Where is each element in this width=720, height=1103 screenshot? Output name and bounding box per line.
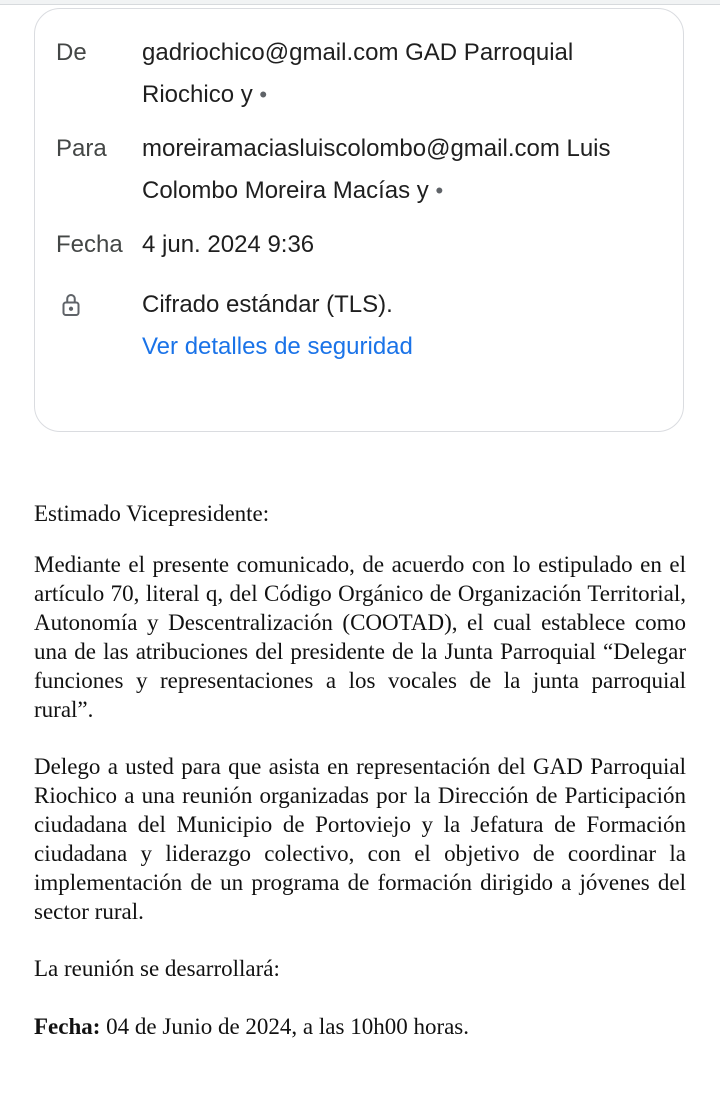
meeting-intro-line: La reunión se desarrollará: bbox=[34, 956, 280, 981]
encryption-status: Cifrado estándar (TLS). bbox=[142, 291, 393, 318]
security-details-link[interactable]: Ver detalles de seguridad bbox=[142, 333, 413, 360]
expander-dot-icon[interactable]: • bbox=[259, 82, 268, 107]
lock-icon bbox=[56, 307, 86, 324]
detail-row-from bbox=[56, 32, 661, 116]
body-paragraph-2: Delego a usted para que asista en representación del GAD Parroquial Riochico a una reunión organizadas por la Dirección de Participación ciudadana del Municipio de Portoviejo y la Jefatura de Formación ciudadana y liderazgo colectivo, con el objetivo de coordinar la implementación de un programa de formación dirigido a jóvenes del sector rural. bbox=[34, 754, 686, 924]
meeting-date-label: Fecha: bbox=[34, 1014, 101, 1039]
security-text-cell bbox=[142, 284, 661, 368]
date-label: Fecha bbox=[56, 231, 123, 258]
top-strip-divider bbox=[0, 0, 720, 5]
to-label: Para bbox=[56, 135, 107, 162]
from-label: De bbox=[56, 39, 87, 66]
detail-row-date bbox=[56, 224, 661, 266]
expander-dot-icon[interactable]: • bbox=[435, 178, 444, 203]
to-value-text: moreiramaciasluiscolombo@gmail.com Luis Colombo Moreira Macías y bbox=[142, 135, 611, 204]
date-value: 4 jun. 2024 9:36 bbox=[142, 231, 315, 258]
from-value-text: gadriochico@gmail.com GAD Parroquial Riochico y bbox=[142, 39, 574, 108]
email-body bbox=[34, 499, 686, 1041]
message-details-card bbox=[34, 8, 684, 432]
security-icon-cell bbox=[56, 284, 142, 325]
from-value[interactable] bbox=[142, 32, 661, 116]
to-value[interactable] bbox=[142, 128, 661, 212]
meeting-date-line bbox=[34, 1012, 686, 1041]
detail-row-to bbox=[56, 128, 661, 212]
salutation: Estimado Vicepresidente: bbox=[34, 501, 270, 526]
security-row bbox=[56, 284, 661, 368]
body-paragraph-1: Mediante el presente comunicado, de acuerdo con lo estipulado en el artículo 70, literal q, del Código Orgánico de Organización Territorial, Autonomía y Descentralización (COOTAD), el cual establece como una de las atribuciones del presidente de la Junta Parroquial “Delegar funciones y representaciones a los vocales de la junta parroquial rural”. bbox=[34, 552, 686, 722]
meeting-date-value: 04 de Junio de 2024, a las 10h00 horas. bbox=[100, 1014, 470, 1039]
